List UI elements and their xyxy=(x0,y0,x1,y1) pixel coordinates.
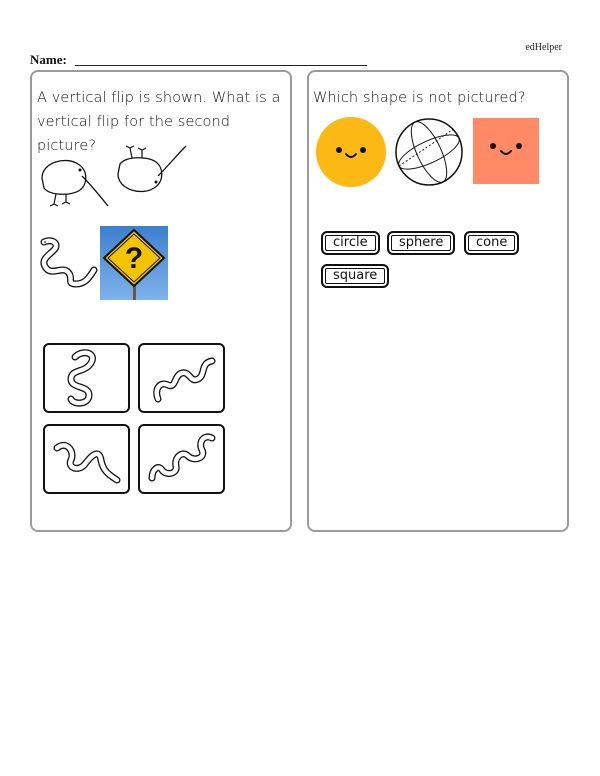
question-mark-text: ? xyxy=(124,242,144,275)
smiley-circle-picture xyxy=(315,116,387,188)
kiwi-original-picture xyxy=(36,152,114,210)
choice-square[interactable]: square xyxy=(321,264,389,288)
brand-label: edHelper xyxy=(525,42,562,53)
right-question-panel xyxy=(307,70,569,532)
snake-choice-icon xyxy=(140,345,223,411)
snake-choice-icon xyxy=(45,345,128,411)
snake-picture xyxy=(36,236,98,288)
warning-sign-icon xyxy=(100,226,168,300)
left-question-panel xyxy=(30,70,292,532)
name-line[interactable] xyxy=(75,65,367,66)
answer-choice-2[interactable] xyxy=(138,343,225,413)
choice-circle[interactable]: circle xyxy=(321,231,380,255)
name-row xyxy=(30,52,367,68)
choice-cone[interactable]: cone xyxy=(464,231,519,255)
answer-choice-3[interactable] xyxy=(43,424,130,494)
sphere-picture xyxy=(393,116,465,188)
shape-question: Which shape is not pictured? xyxy=(313,90,526,106)
snake-choice-icon xyxy=(140,426,223,492)
flip-question: A vertical flip is shown. What is a vertical flip for the second picture? xyxy=(37,90,281,154)
question-sign-picture xyxy=(100,226,168,300)
kiwi-flipped-picture xyxy=(112,144,192,200)
choice-sphere[interactable]: sphere xyxy=(387,231,455,255)
smiley-square-picture xyxy=(473,118,539,184)
answer-choice-4[interactable] xyxy=(138,424,225,494)
snake-choice-icon xyxy=(45,426,128,492)
name-label: Name: xyxy=(30,52,67,67)
answer-choice-1[interactable] xyxy=(43,343,130,413)
